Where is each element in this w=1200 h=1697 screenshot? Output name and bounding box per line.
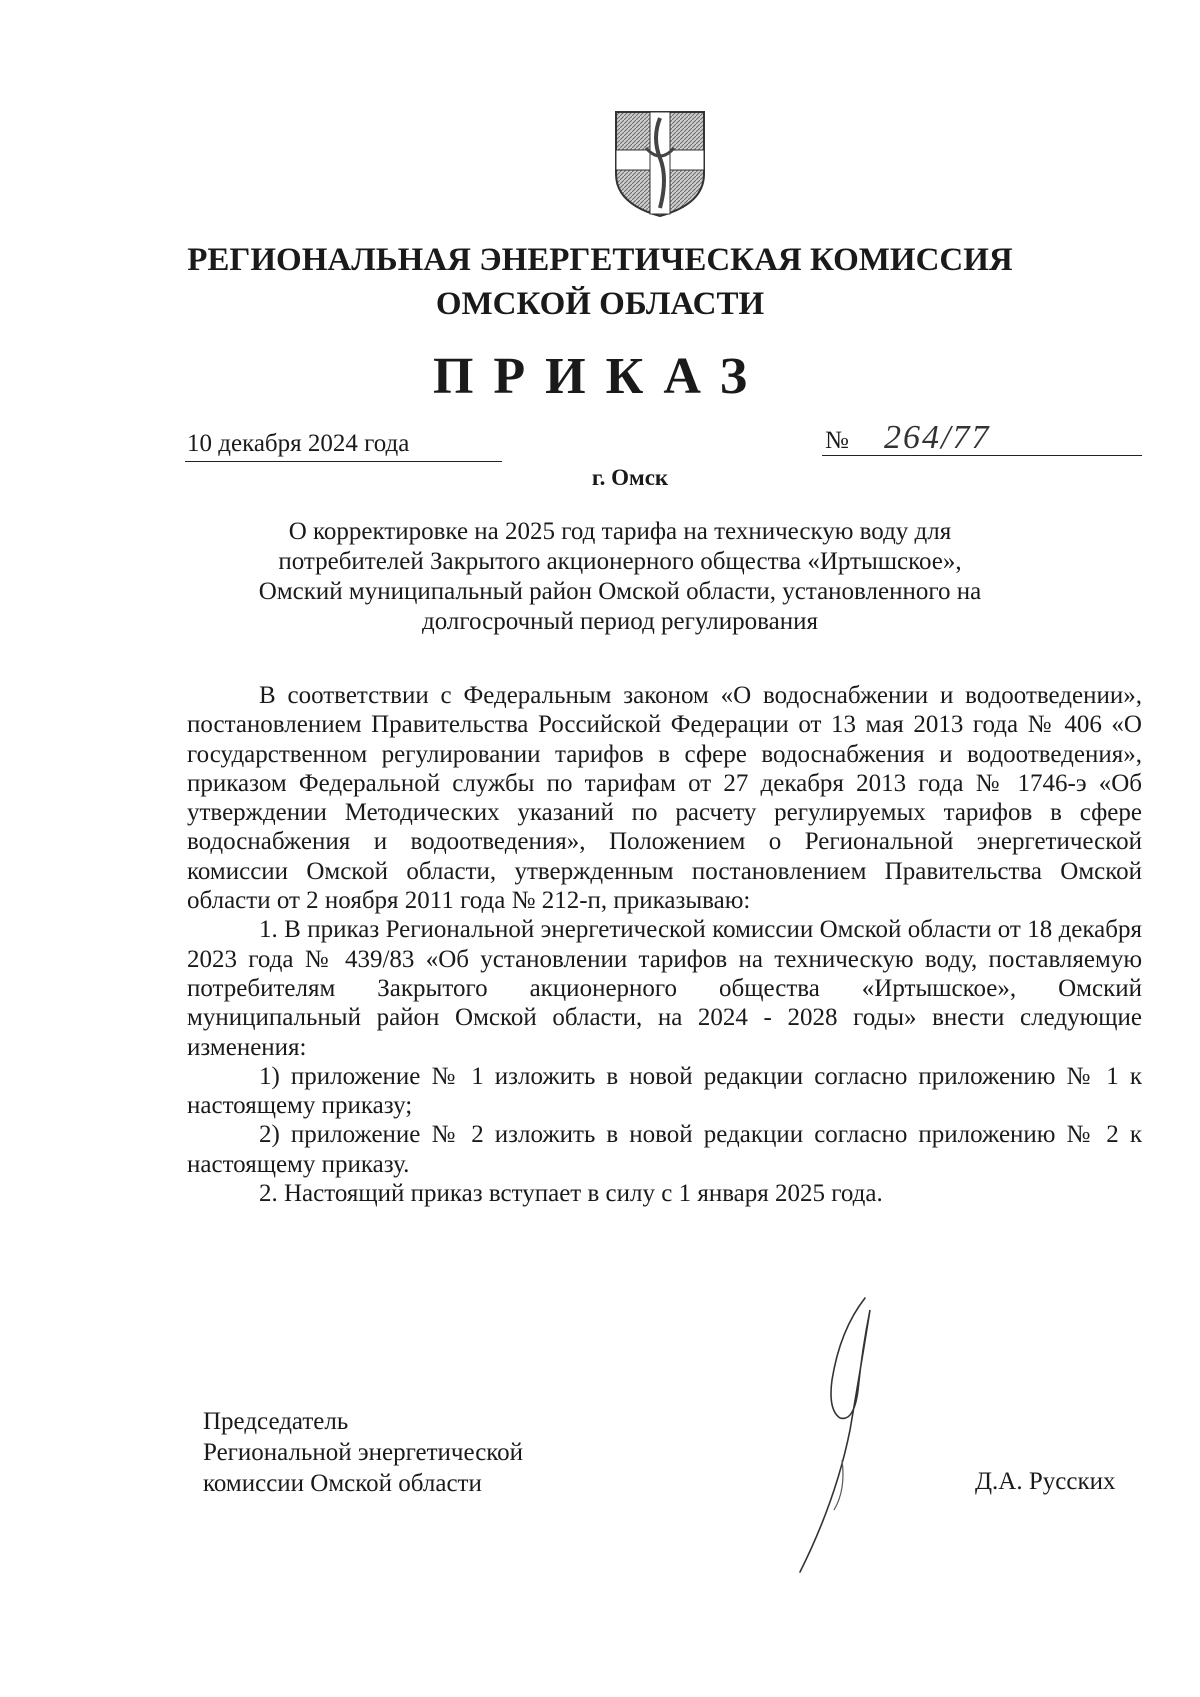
item-1-paragraph: 1. В приказ Региональной энергетической комиссии Омской области от 18 декабря 2023 года № 439/83 «Об установлении тарифов на техническую воду, поставляемую потребителям Закрытого акционерного общества «Иртышское», Омский муниципальный район Омской области, на 2024 - 2028 годы» внести следующие изменения:	[187, 916, 1142, 1061]
item-2-paragraph: 2. Настоящий приказ вступает в силу с 1 января 2025 года.	[259, 1180, 883, 1208]
order-subject	[220, 517, 1020, 637]
item-1-2-paragraph: 2) приложение № 2 изложить в новой редакции согласно приложению № 2 к настоящему приказу.	[187, 1121, 1142, 1178]
order-number-sign: №	[825, 427, 849, 454]
signatory-title-line: Региональной энергетической	[203, 1439, 524, 1466]
signatory-title	[203, 1406, 523, 1499]
document-type-title: ПРИКАЗ	[432, 348, 768, 405]
date-underline	[185, 461, 502, 462]
order-number: 264/77	[884, 419, 991, 456]
omsk-coat-of-arms-icon	[612, 108, 708, 220]
subject-line: потребителей Закрытого акционерного общества «Иртышское»,	[278, 548, 962, 575]
preamble-paragraph: В соответствии с Федеральным законом «О водоснабжении и водоотведении», постановлением Правительства Российской Федерации от 13 мая 2013 года № 406 «О государственном регулировании тарифов в сфере водоснабжения и водоотведения», приказом Федеральной службы по тарифам от 27 декабря 2013 года № 1746-э «Об утверждении Методических указаний по расчету регулируемых тарифов в сфере водоснабжения и водоотведения», Положением о Региональной энергетической комиссии Омской области, утвержденным постановлением Правительства Омской области от 2 ноября 2011 года № 212-п, приказываю:	[187, 682, 1142, 915]
order-body	[187, 681, 1142, 1208]
signatory-title-line: Председатель	[203, 1408, 349, 1435]
subject-line: долгосрочный период регулирования	[422, 608, 818, 635]
org-name-line-2: ОМСКОЙ ОБЛАСТИ	[435, 286, 765, 322]
number-underline	[822, 455, 1142, 456]
order-date: 10 декабря 2024 года	[187, 430, 410, 457]
subject-line: Омский муниципальный район Омской области, установленного на	[258, 578, 982, 605]
subject-line: О корректировке на 2025 год тарифа на техническую воду для	[288, 518, 952, 545]
item-1-1-paragraph: 1) приложение № 1 изложить в новой редакции согласно приложению № 1 к настоящему приказу;	[187, 1062, 1142, 1120]
org-name-line-1: РЕГИОНАЛЬНАЯ ЭНЕРГЕТИЧЕСКАЯ КОМИССИЯ	[187, 242, 1013, 278]
city: г. Омск	[591, 465, 669, 490]
handwritten-signature-icon	[770, 1290, 890, 1580]
signatory-name: Д.А. Русских	[975, 1468, 1116, 1495]
signatory-title-line: комиссии Омской области	[203, 1470, 482, 1497]
